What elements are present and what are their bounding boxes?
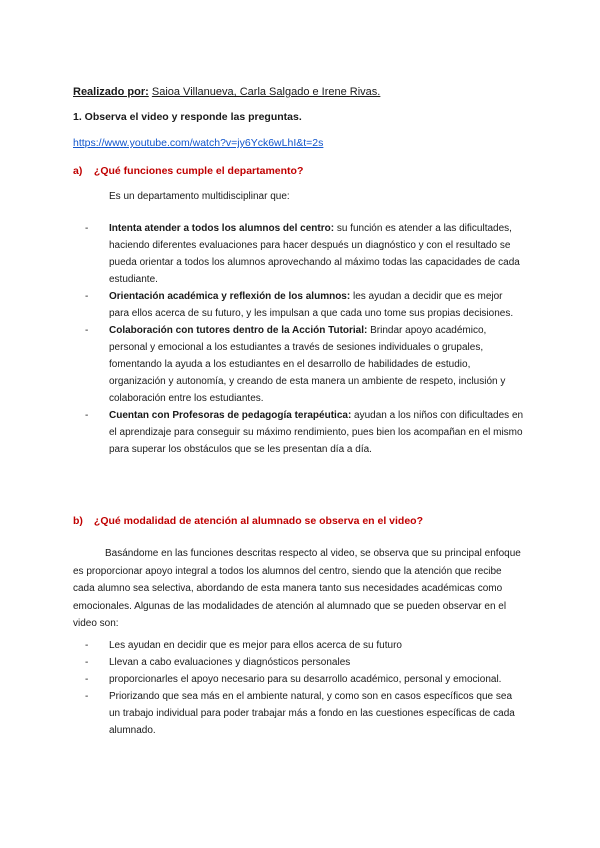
item-text: Les ayudan en decidir que es mejor para ellos acerca de su futuro [109,640,402,651]
authors-line [73,86,380,98]
bullet: - [85,640,89,651]
section-b-paragraph-text: Basándome en las funciones descritas respecto al video, se observa que su principal enfoque es proporcionar apoyo integral a todos los alumnos del centro, siendo que la atención que recibe cada alumno sea selectiva, abordando de esta manera tanto sus necesidades académicas como emocionales. Algunas de las modalidades de atención al alumnado que se pueden observar en el video son: [73,548,521,629]
authors-names: Saioa Villanueva, Carla Salgado e Irene Rivas. [151,86,381,98]
bullet: - [85,410,89,421]
list-item [85,407,525,458]
section-b-label: b) [73,515,83,527]
item-text: su función es atender a las dificultades, haciendo diferentes evaluaciones para hacer después un diagnóstico y con el resultado se pueda orientar a todos los alumnos aprovechando al máximo todas las capacidades de cada estudiante. [109,223,520,285]
list-item [85,671,525,688]
item-text: proporcionarles el apoyo necesario para su desarrollo académico, personal y emocional. [109,674,502,685]
bullet: - [85,674,89,685]
bullet: - [85,291,89,302]
item-text: ayudan a los niños con dificultades en el aprendizaje para conseguir su máximo rendimiento, pues bien los acompañan en el mismo para superar los obstáculos que se les presentan día a día. [109,410,524,455]
item-text: Brindar apoyo académico, personal y emocional a los estudiantes a través de sesiones individuales o grupales, fomentando la ayuda a los estudiantes en el desarrollo de habilidades de estudio, organización y autonomía, y creando de esta manera un ambiente de respeto, inclusión y colaboración entre los estudiantes. [109,325,506,404]
item-title: Intenta atender a todos los alumnos del centro: [109,223,335,234]
list-item [85,654,525,671]
section-a-heading [73,165,303,177]
section-b-paragraph [73,545,523,633]
section-b-list [85,637,525,739]
bullet: - [85,325,89,336]
section-a-title: ¿Qué funciones cumple el departamento? [93,165,304,177]
section-b-heading [73,515,423,527]
list-item [85,688,525,739]
section-a-label: a) [73,165,83,177]
item-title: Colaboración con tutores dentro de la Acción Tutorial: [109,325,368,336]
list-item [85,220,525,288]
list-item [85,288,525,322]
item-title: Orientación académica y reflexión de los alumnos: [109,291,351,302]
list-item [85,637,525,654]
item-text: les ayudan a decidir que es mejor para ellos acerca de su futuro, y les impulsan a que cada uno tome sus propias decisiones. [109,291,514,319]
bullet: - [85,223,89,234]
youtube-link[interactable]: https://www.youtube.com/watch?v=jy6Yck6wLhI&t=2s [73,137,324,149]
item-text: Priorizando que sea más en el ambiente natural, y como son en casos específicos que sea un trabajo individual para poder trabajar más a fondo en las cuestiones específicas de cada alumnado. [109,691,515,736]
bullet: - [85,657,89,668]
section-a-list [85,220,525,458]
question-1-title: 1. Observa el video y responde las preguntas. [73,111,302,123]
section-a-intro: Es un departamento multidisciplinar que: [109,191,290,202]
list-item [85,322,525,407]
item-title: Cuentan con Profesoras de pedagogía terapéutica: [109,410,352,421]
item-text: Llevan a cabo evaluaciones y diagnósticos personales [109,657,351,668]
section-b-title: ¿Qué modalidad de atención al alumnado se observa en el video? [93,515,424,527]
bullet: - [85,691,89,702]
authors-label: Realizado por: [73,86,149,98]
